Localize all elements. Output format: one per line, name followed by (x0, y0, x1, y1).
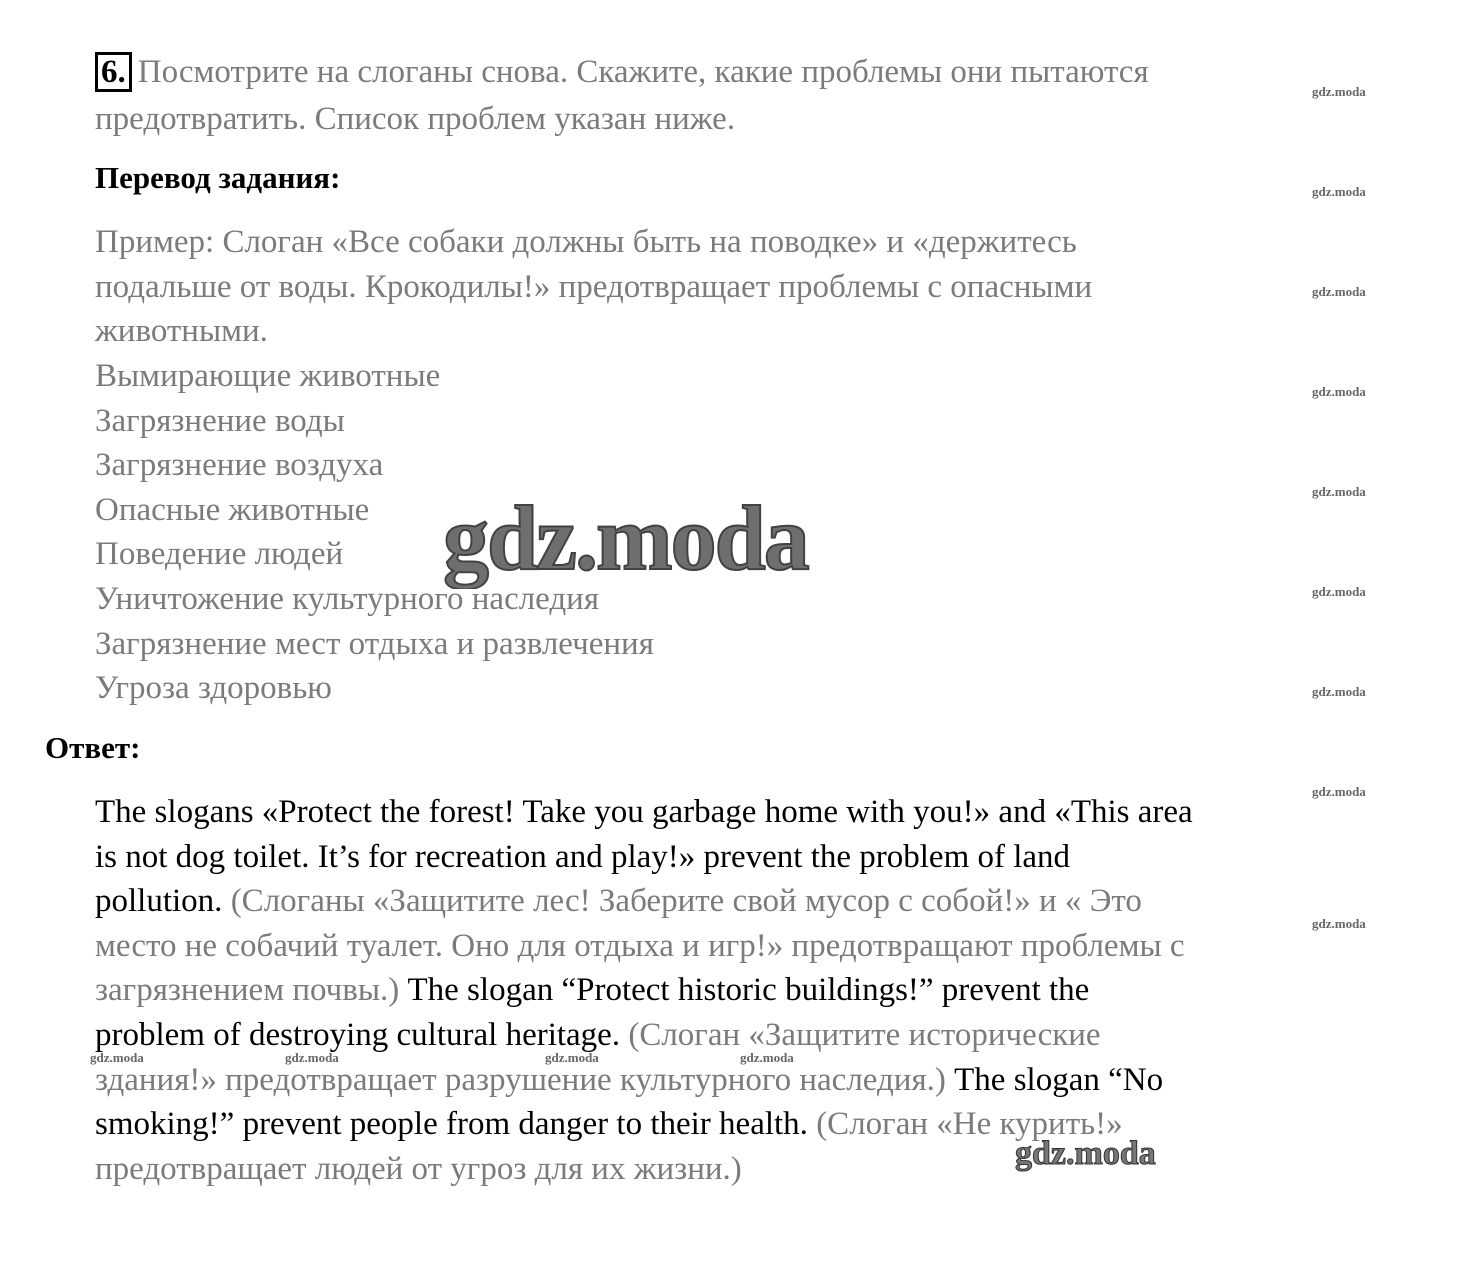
answer-line (95, 968, 1089, 1012)
answer-line (95, 1102, 1123, 1146)
task-number: 6. (95, 52, 132, 92)
watermark-text: gdz.moda (1312, 916, 1366, 931)
russian-text: место не собачий туалет. Оно для отдыха и игр!» предотвращают проблемы с (95, 927, 1185, 964)
task-line: предотвратить. Список проблем указан ниже. (95, 101, 736, 137)
problem-item: Опасные животные (95, 491, 370, 528)
watermark-logo: gdz.moda (443, 487, 808, 589)
russian-text: предотвращает людей от угроз для их жизни.) (95, 1150, 742, 1187)
answer-line (95, 835, 1070, 879)
problem-item: Загрязнение мест отдыха и развлечения (95, 625, 654, 662)
watermark-logo: gdz.moda (1015, 1135, 1156, 1172)
watermark-text: gdz.moda (90, 1050, 144, 1065)
russian-text: (Слоган «Защитите исторические (628, 1017, 1101, 1053)
answer-line (95, 879, 1142, 923)
problem-item: Вымирающие животные (95, 358, 441, 394)
english-text: The slogan “No (954, 1061, 1164, 1098)
answer-line (95, 1058, 1163, 1102)
english-text: problem of destroying cultural heritage. (95, 1017, 629, 1053)
watermark-text: gdz.moda (1312, 584, 1366, 599)
answer-line (95, 790, 1193, 834)
russian-text: (Слоган «Не курить!» (816, 1106, 1123, 1143)
example-line: Пример: Слоган «Все собаки должны быть на поводке» и «держитесь (95, 224, 1077, 260)
english-text: pollution. (95, 883, 231, 920)
watermark-text: gdz.moda (1312, 184, 1366, 199)
watermark-text: gdz.moda (1312, 784, 1366, 799)
english-text: The slogans «Protect the forest! Take you garbage home with you!» and «This area (95, 794, 1193, 830)
answer-line (95, 924, 1185, 968)
watermark-text: gdz.moda (545, 1050, 599, 1065)
example-line: подальше от воды. Крокодилы!» предотвращает проблемы с опасными (95, 268, 1093, 305)
translation-heading: Перевод задания: (95, 160, 341, 195)
english-text: The slogan “Protect historic buildings!” prevent the (407, 972, 1090, 1009)
watermark-text: gdz.moda (1312, 284, 1366, 299)
watermark-text: gdz.moda (1312, 684, 1366, 699)
problem-item: Уничтожение культурного наследия (95, 581, 600, 617)
problem-item: Загрязнение воды (95, 402, 345, 439)
russian-text: здания!» предотвращает разрушение культурного наследия.) (95, 1061, 955, 1098)
task-line: 6. Посмотрите на слоганы снова. Скажите, какие проблемы они пытаются (95, 50, 1149, 94)
english-text: is not dog toilet. It’s for recreation and play!» prevent the problem of land (95, 838, 1071, 875)
problem-item: Загрязнение воздуха (95, 447, 384, 484)
problem-item: Поведение людей (95, 536, 344, 573)
english-text: smoking!” prevent people from danger to their health. (95, 1106, 817, 1143)
russian-text: загрязнением почвы.) (95, 972, 408, 1009)
watermark-text: gdz.moda (740, 1050, 794, 1065)
watermark-text: gdz.moda (1312, 84, 1366, 99)
watermark-text: gdz.moda (1312, 484, 1366, 499)
answer-line (95, 1147, 742, 1191)
problem-item: Угроза здоровью (95, 670, 332, 707)
watermark-text: gdz.moda (1312, 384, 1366, 399)
example-line: животными. (95, 313, 268, 349)
watermark-text: gdz.moda (285, 1050, 339, 1065)
answer-heading: Ответ: (45, 730, 141, 765)
russian-text: (Слоганы «Защитите лес! Заберите свой мусор с собой!» и « Это (230, 883, 1142, 920)
